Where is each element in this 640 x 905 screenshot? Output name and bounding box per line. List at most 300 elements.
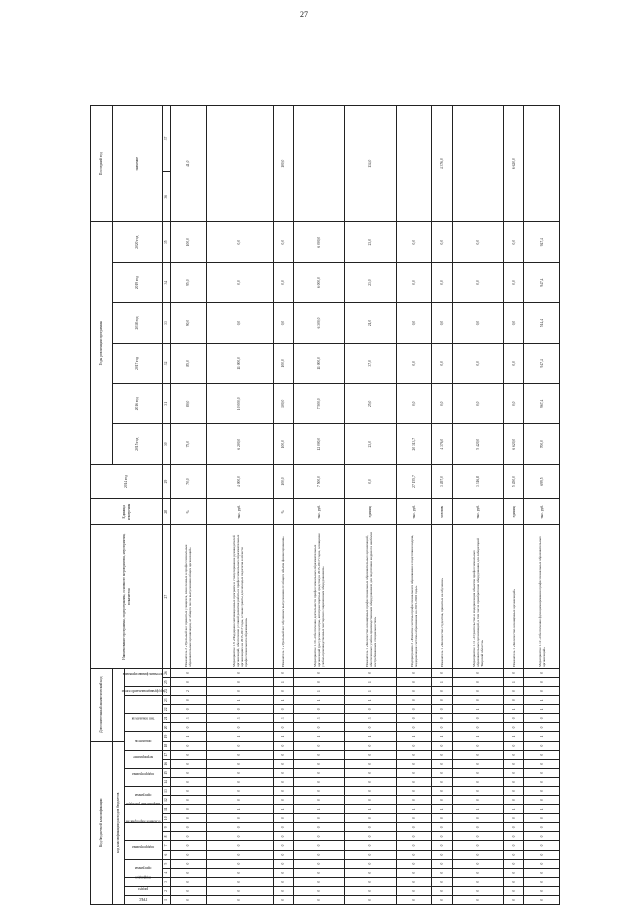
column-number: 30 — [163, 424, 171, 464]
code-cell: 0 — [345, 859, 396, 868]
code-cell: 0 — [503, 750, 524, 759]
column-number: 35 — [163, 222, 171, 262]
code-cell: 0 — [524, 895, 560, 904]
code-cell: 1 — [345, 732, 396, 741]
code-cell: 1 — [432, 805, 453, 814]
row-last-value: 41,0 — [171, 106, 207, 222]
code-cell: 0 — [294, 868, 345, 877]
row-year-value: 6 620,0 — [503, 424, 524, 464]
code-cell: 0 — [503, 841, 524, 850]
row-name: Показатель 1 «Количество оснащённых организаций» — [503, 525, 524, 668]
column-number: 32 — [163, 343, 171, 383]
column-number: 28 — [163, 499, 171, 525]
last-year-value-header: значение — [113, 106, 163, 222]
code-cell: 0 — [432, 814, 453, 823]
column-number: 31 — [163, 384, 171, 424]
code-cell: 0 — [273, 723, 294, 732]
code-label-header: программа — [125, 859, 163, 877]
code-cell: 0 — [273, 841, 294, 850]
row-base-value: 3 497,0 — [432, 464, 453, 498]
code-cell: 0 — [503, 823, 524, 832]
row-year-value: 0,0 — [432, 384, 453, 424]
code-cell: 0 — [294, 841, 345, 850]
code-cell: 0 — [294, 796, 345, 805]
code-cell: 0 — [294, 823, 345, 832]
code-cell: 0 — [503, 859, 524, 868]
code-cell: 0 — [273, 705, 294, 714]
code-cell: 0 — [345, 850, 396, 859]
row-base-value: 7 500,0 — [294, 464, 345, 498]
year-2020-header: 2020 год — [113, 222, 163, 262]
code-cell: 0 — [345, 705, 396, 714]
code-label-header: подпрограмма — [125, 841, 163, 859]
code-cell: 0 — [294, 678, 345, 687]
code-cell: 0 — [171, 796, 207, 805]
row-last-value: 6 620,0 — [503, 106, 524, 222]
code-label-header: программа — [125, 786, 163, 804]
code-cell: 0 — [294, 777, 345, 786]
code-cell: 0 — [452, 678, 503, 687]
code-cell: 0 — [206, 741, 273, 750]
code-cell: 0 — [524, 841, 560, 850]
code-cell: 0 — [171, 886, 207, 895]
code-cell: 0 — [452, 895, 503, 904]
table-body — [171, 106, 560, 905]
row-year-value: 0,0 — [503, 343, 524, 383]
code-cell: 0 — [524, 786, 560, 795]
code-cell: 0 — [452, 850, 503, 859]
code-cell: 0 — [432, 823, 453, 832]
row-year-value: 6 000,0 — [294, 222, 345, 262]
code-cell: 0 — [524, 814, 560, 823]
row-year-value: 0,0 — [452, 303, 503, 343]
column-number: 2 — [163, 886, 171, 895]
code-cell: 0 — [206, 832, 273, 841]
code-cell: 0 — [273, 687, 294, 696]
code-cell: 0 — [345, 786, 396, 795]
table-row — [206, 106, 273, 905]
code-cell: 0 — [345, 741, 396, 750]
code-cell: 0 — [345, 886, 396, 895]
code-cell: 0 — [452, 859, 503, 868]
code-cell: 1 — [294, 732, 345, 741]
code-cell: 0 — [206, 750, 273, 759]
row-year-value: 0,0 — [273, 303, 294, 343]
column-number: 18 — [163, 741, 171, 750]
code-cell: 1 — [503, 805, 524, 814]
code-cell: 0 — [294, 850, 345, 859]
code-cell: 0 — [396, 895, 432, 904]
code-cell: 0 — [171, 723, 207, 732]
code-cell: 0 — [294, 668, 345, 677]
column-number: 26 — [163, 668, 171, 677]
code-cell: 1 — [452, 705, 503, 714]
code-cell: 0 — [171, 759, 207, 768]
row-year-value: 0,0 — [432, 303, 453, 343]
code-cell: 0 — [171, 750, 207, 759]
row-name: Показатель 2 «Удельный вес принятых учащихся, зачисленных в профессиональные образовательные организации, от общего числа выпускников общих организаций» — [171, 525, 207, 668]
row-year-value: 20 313,7 — [396, 424, 432, 464]
code-cell: 0 — [396, 823, 432, 832]
column-number: 23 — [163, 696, 171, 705]
code-cell: 0 — [503, 696, 524, 705]
code-cell: 0 — [396, 750, 432, 759]
row-year-value: 0,0 — [432, 343, 453, 383]
code-cell: 0 — [503, 832, 524, 841]
code-cell: 0 — [294, 895, 345, 904]
code-cell: 0 — [396, 668, 432, 677]
code-cell: 0 — [524, 768, 560, 777]
code-cell: 0 — [345, 750, 396, 759]
code-cell: 0 — [396, 705, 432, 714]
row-year-value: 0,0 — [206, 222, 273, 262]
code-cell: 1 — [345, 687, 396, 696]
column-number: 3 — [163, 877, 171, 886]
code-cell: 0 — [171, 777, 207, 786]
code-cell: 0 — [345, 759, 396, 768]
code-cell: 1 — [273, 678, 294, 687]
code-cell: 0 — [206, 796, 273, 805]
code-cell: 0 — [432, 768, 453, 777]
column-number: 15 — [163, 768, 171, 777]
column-number: 13 — [163, 786, 171, 795]
code-cell: 0 — [432, 859, 453, 868]
code-cell: 0 — [396, 768, 432, 777]
row-year-value: 11 000,0 — [206, 343, 273, 383]
row-name: Показатель 1 «Количество студентов, принятых на обучение» — [432, 525, 453, 668]
column-number: 25 — [163, 678, 171, 687]
code-cell: 0 — [452, 741, 503, 750]
code-cell: 0 — [273, 750, 294, 759]
column-number: 14 — [163, 777, 171, 786]
code-cell: 0 — [452, 723, 503, 732]
code-cell: 0 — [452, 714, 503, 723]
code-cell: 0 — [452, 841, 503, 850]
code-cell: 0 — [294, 750, 345, 759]
code-cell: 3 — [345, 714, 396, 723]
code-cell: 0 — [432, 687, 453, 696]
column-number: 29 — [163, 464, 171, 498]
code-label-header: мероприятие — [125, 750, 163, 768]
row-unit: тыс. руб. — [396, 499, 432, 525]
row-last-value — [206, 106, 273, 222]
page-number: 27 — [300, 10, 308, 19]
code-cell: 0 — [503, 768, 524, 777]
code-cell: 0 — [396, 850, 432, 859]
code-cell: 1 — [524, 705, 560, 714]
code-cell: 0 — [503, 886, 524, 895]
code-cell: 0 — [452, 877, 503, 886]
table-row — [503, 106, 524, 905]
code-cell: 0 — [524, 832, 560, 841]
code-cell: 0 — [273, 877, 294, 886]
code-cell: 0 — [432, 877, 453, 886]
code-label-header: подраздел — [125, 877, 163, 886]
code-cell: 0 — [396, 877, 432, 886]
row-year-value: 6 200,0 — [206, 424, 273, 464]
column-number: 1 — [163, 895, 171, 904]
code-cell: 0 — [452, 768, 503, 777]
code-label-header: раздел — [125, 886, 163, 895]
code-cell: 1 — [273, 696, 294, 705]
row-year-value: 80,0 — [171, 384, 207, 424]
additional-code-header: Дополнительный аналитический код — [91, 668, 113, 741]
code-cell: 0 — [171, 668, 207, 677]
row-year-value: 37,0 — [345, 343, 396, 383]
code-cell: 0 — [206, 886, 273, 895]
code-cell: 0 — [171, 786, 207, 795]
year-2019-header: 2019 год — [113, 262, 163, 302]
column-number: 5 — [163, 859, 171, 868]
code-cell: 0 — [452, 823, 503, 832]
row-year-value: 0,0 — [452, 343, 503, 383]
column-number: 36 — [163, 171, 171, 221]
code-cell: 0 — [171, 832, 207, 841]
code-cell: 0 — [294, 723, 345, 732]
code-cell: 0 — [503, 668, 524, 677]
code-cell: 0 — [294, 786, 345, 795]
row-year-value: 5 420,0 — [452, 424, 503, 464]
code-cell: 0 — [206, 777, 273, 786]
row-year-value: 100,0 — [273, 384, 294, 424]
table-row — [396, 106, 432, 905]
code-cell: 0 — [432, 705, 453, 714]
code-cell: 1 — [396, 805, 432, 814]
code-cell: 0 — [171, 841, 207, 850]
code-cell: 3 — [206, 714, 273, 723]
code-cell: 0 — [273, 786, 294, 795]
row-year-value: 947,4 — [524, 262, 560, 302]
code-cell: 0 — [396, 832, 432, 841]
row-year-value: 23,0 — [345, 424, 396, 464]
code-cell: 0 — [396, 868, 432, 877]
code-cell: 0 — [294, 768, 345, 777]
code-cell: 0 — [273, 832, 294, 841]
code-cell: 0 — [452, 759, 503, 768]
column-number: 22 — [163, 705, 171, 714]
row-base-value: 4 000,0 — [206, 464, 273, 498]
code-cell: 1 — [345, 805, 396, 814]
row-name: Мероприятие 1.9 «Поддержка мотивационных программ и стимулирование руководителей организаций, обеспечение условий развития работы в профессиональных образовательных организациях на 2015-2017 годы, а также гранты для молодых педагогов в области профессионального образования» — [206, 525, 273, 668]
code-cell: 0 — [396, 687, 432, 696]
row-year-value: 0,0 — [432, 222, 453, 262]
row-unit: % — [273, 499, 294, 525]
code-cell: 1 — [206, 696, 273, 705]
code-cell: 0 — [345, 841, 396, 850]
table-row — [273, 106, 294, 905]
row-base-value: 0,0 — [345, 464, 396, 498]
table-row — [452, 106, 503, 905]
code-cell: 0 — [171, 696, 207, 705]
code-cell: 0 — [345, 723, 396, 732]
code-cell: 0 — [503, 895, 524, 904]
row-unit: тыс. руб. — [206, 499, 273, 525]
row-year-value: 0,0 — [396, 262, 432, 302]
column-number: 10 — [163, 814, 171, 823]
row-year-value: 0,0 — [503, 262, 524, 302]
code-label-header: источник финансирования — [125, 687, 163, 696]
code-cell: 0 — [294, 859, 345, 868]
code-cell: 1 — [206, 805, 273, 814]
code-cell: 0 — [273, 768, 294, 777]
code-cell: 1 — [206, 732, 273, 741]
column-number: 27 — [163, 525, 171, 668]
code-label-header: показатель — [125, 732, 163, 750]
code-cell: 0 — [345, 868, 396, 877]
code-cell: 3 — [273, 714, 294, 723]
code-cell: 0 — [171, 850, 207, 859]
code-cell: 0 — [273, 759, 294, 768]
code-cell: 0 — [503, 850, 524, 859]
row-year-value: 21,0 — [345, 303, 396, 343]
row-year-value: 0,0 — [206, 303, 273, 343]
code-cell: 0 — [524, 777, 560, 786]
row-year-value: 7 500,0 — [294, 384, 345, 424]
code-cell: 0 — [396, 714, 432, 723]
code-cell: 1 — [524, 732, 560, 741]
code-cell: 0 — [503, 786, 524, 795]
row-year-value: 0,0 — [452, 222, 503, 262]
code-cell: 0 — [452, 832, 503, 841]
code-cell: 0 — [432, 668, 453, 677]
code-cell: 1 — [273, 732, 294, 741]
code-cell: 0 — [524, 823, 560, 832]
code-cell: 0 — [396, 886, 432, 895]
code-cell: 0 — [273, 777, 294, 786]
code-cell: 0 — [273, 886, 294, 895]
row-year-value: 0,0 — [452, 262, 503, 302]
code-cell: 0 — [452, 668, 503, 677]
row-year-value: 514,4 — [524, 303, 560, 343]
code-cell: 0 — [273, 895, 294, 904]
row-name: Показатель 1 «Количество оснащённых профессиональных образовательных организаций, обеспеченных учебно-производственным оборудованием для подготовки кадров по наиболее востребованным специальностям» — [345, 525, 396, 668]
code-cell: 0 — [345, 796, 396, 805]
code-cell: 0 — [452, 687, 503, 696]
code-cell: 0 — [206, 850, 273, 859]
column-number-row — [163, 106, 171, 905]
code-cell: 0 — [432, 723, 453, 732]
row-unit: единиц — [503, 499, 524, 525]
row-year-value: 947,4 — [524, 222, 560, 262]
row-last-value — [294, 106, 345, 222]
code-cell: 1 — [171, 732, 207, 741]
column-number: 20 — [163, 723, 171, 732]
code-cell: 0 — [206, 859, 273, 868]
code-cell: 1 — [452, 732, 503, 741]
code-cell: 1 — [396, 732, 432, 741]
code-cell: 0 — [206, 877, 273, 886]
code-cell: 0 — [171, 678, 207, 687]
code-label-header: направление расходов — [125, 805, 163, 823]
row-year-value: 0,0 — [273, 262, 294, 302]
code-cell: 3 — [171, 714, 207, 723]
code-cell: 0 — [432, 714, 453, 723]
code-cell: 1 — [524, 696, 560, 705]
row-name: Мероприятие 1.12 «Обеспечение функционирования профессиональных образовательных организаций» — [524, 525, 560, 668]
row-year-value: 90,0 — [171, 303, 207, 343]
code-cell: 0 — [503, 741, 524, 750]
row-year-value: 700,0 — [524, 424, 560, 464]
column-number: 24 — [163, 687, 171, 696]
row-base-value: 699,5 — [524, 464, 560, 498]
code-cell: 0 — [273, 668, 294, 677]
row-year-value: 967,4 — [524, 384, 560, 424]
row-unit: единиц — [345, 499, 396, 525]
code-cell: 0 — [524, 877, 560, 886]
row-year-value: 0,0 — [396, 384, 432, 424]
code-cell: 0 — [396, 777, 432, 786]
code-cell: 0 — [452, 868, 503, 877]
row-year-value: 0,0 — [503, 222, 524, 262]
row-name: Подпрограмма 2 «Развитие системы профессионального образования и подготовки кадров, модернизация системы образования на 2015-2020 годы» — [396, 525, 432, 668]
table-row — [524, 106, 560, 905]
row-year-value: 0,0 — [503, 384, 524, 424]
year-2015-header: 2015 год — [113, 424, 163, 464]
code-cell: 0 — [206, 841, 273, 850]
row-year-value: 4 376,0 — [432, 424, 453, 464]
code-cell: 0 — [273, 850, 294, 859]
row-year-value: 0,0 — [432, 262, 453, 302]
code-cell: 0 — [396, 841, 432, 850]
code-cell: 0 — [452, 786, 503, 795]
column-number: 21 — [163, 714, 171, 723]
code-cell: 0 — [432, 777, 453, 786]
code-label-header: подпрограмма — [125, 768, 163, 786]
code-cell: 0 — [432, 696, 453, 705]
code-cell: 0 — [206, 723, 273, 732]
code-cell: 0 — [524, 678, 560, 687]
column-number: 12 — [163, 796, 171, 805]
code-cell: 0 — [345, 823, 396, 832]
code-cell: 1 — [432, 732, 453, 741]
code-group-header: Код бюджетной классификации — [91, 741, 113, 904]
code-cell: 0 — [396, 796, 432, 805]
unit-column-header: Единица измерения — [91, 499, 163, 525]
code-cell: 0 — [294, 741, 345, 750]
code-cell: 0 — [524, 714, 560, 723]
row-unit: тыс. руб. — [452, 499, 503, 525]
code-cell: 0 — [171, 705, 207, 714]
code-cell: 0 — [524, 886, 560, 895]
code-cell: 0 — [396, 723, 432, 732]
code-cell: 0 — [171, 868, 207, 877]
row-year-value: 23,0 — [345, 222, 396, 262]
code-cell: 0 — [396, 759, 432, 768]
row-year-value: 100,0 — [273, 343, 294, 383]
row-unit: % — [171, 499, 207, 525]
code-cell: 0 — [452, 796, 503, 805]
row-year-value: 95,0 — [171, 262, 207, 302]
code-cell: 0 — [345, 895, 396, 904]
code-cell: 0 — [206, 868, 273, 877]
code-cell: 0 — [396, 696, 432, 705]
year-2017-header: 2017 год — [113, 343, 163, 383]
code-cell: 0 — [345, 832, 396, 841]
period-header: Годы реализации программы — [91, 222, 113, 464]
code-cell: 0 — [524, 750, 560, 759]
code-cell: 1 — [345, 696, 396, 705]
code-cell: 0 — [432, 850, 453, 859]
code-cell: 0 — [452, 750, 503, 759]
code-cell: 0 — [524, 668, 560, 677]
code-cell: 0 — [432, 868, 453, 877]
code-cell: 1 — [273, 805, 294, 814]
code-cell: 0 — [432, 741, 453, 750]
row-year-value: 11 000,0 — [294, 343, 345, 383]
column-number: 37 — [163, 106, 171, 172]
row-year-value: 6 000,0 — [294, 262, 345, 302]
code-cell: 1 — [345, 678, 396, 687]
